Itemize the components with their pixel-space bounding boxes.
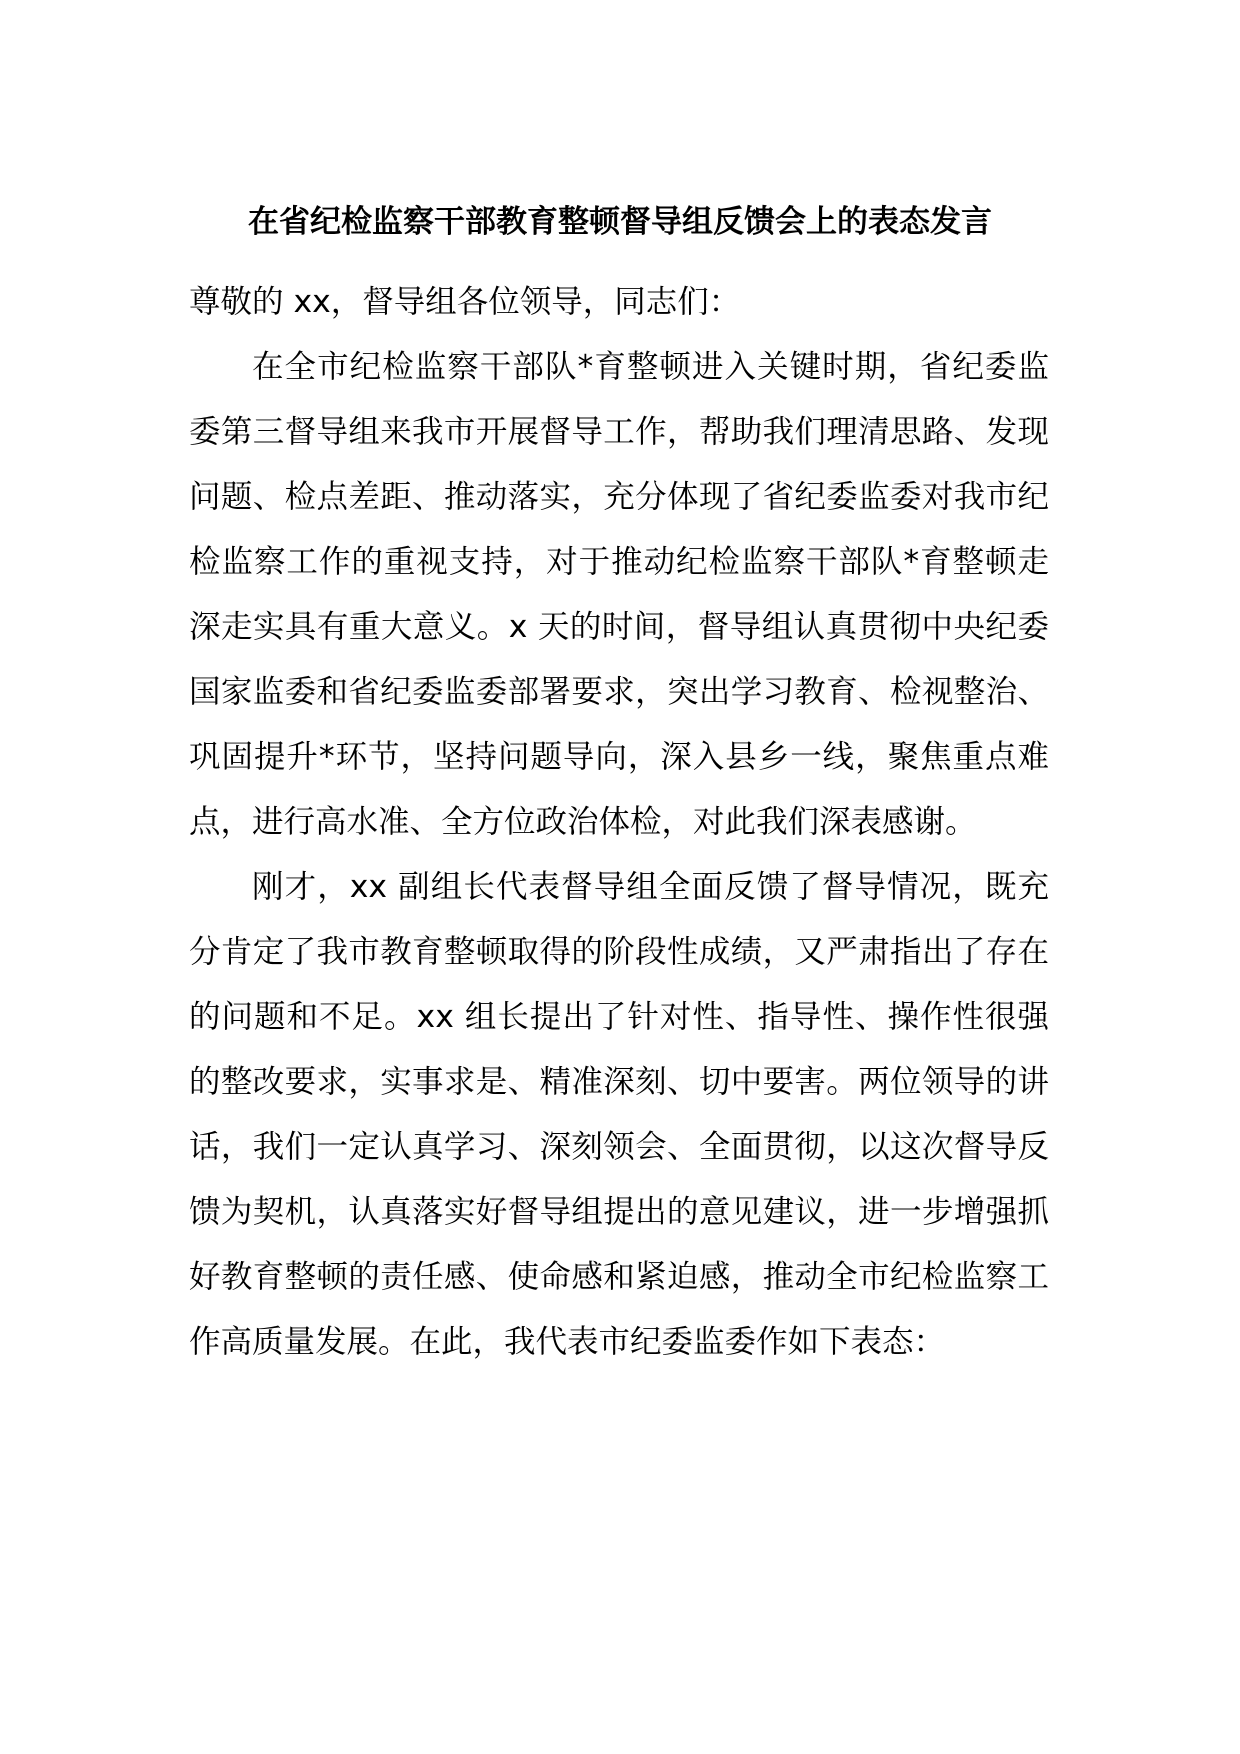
salutation: 尊敬的 xx，督导组各位领导，同志们： xyxy=(189,284,741,320)
paragraph-2: 刚才，xx 副组长代表督导组全面反馈了督导情况，既充分肯定了我市教育整顿取得的阶段性成绩，又严肃指出了存在的问题和不足。xx 组长提出了针对性、指导性、操作性很强的整改要求，实事求是、精准深刻、切中要害。两位领导的讲话，我们一定认真学习、深刻领会、全面贯彻，以这次督导反馈为契机，认真落实好督导组提出的意见建议，进一步增强抓好教育整顿的责任感、使命感和紧迫感，推动全市纪检监察工作高质量发展。在此，我代表市纪委监委作如下表态： xyxy=(189,869,1049,1360)
paragraph-1: 在全市纪检监察干部队*育整顿进入关键时期，省纪委监委第三督导组来我市开展督导工作，帮助我们理清思路、发现问题、检点差距、推动落实，充分体现了省纪委监委对我市纪检监察工作的重视支持，对于推动纪检监察干部队*育整顿走深走实具有重大意义。x 天的时间，督导组认真贯彻中央纪委国家监委和省纪委监委部署要求，突出学习教育、检视整治、巩固提升*环节，坚持问题导向，深入县乡一线，聚焦重点难点，进行高水准、全方位政治体检，对此我们深表感谢。 xyxy=(189,349,1049,840)
document-title: 在省纪检监察干部教育整顿督导组反馈会上的表态发言 xyxy=(248,204,992,240)
document-body xyxy=(189,270,1049,1375)
